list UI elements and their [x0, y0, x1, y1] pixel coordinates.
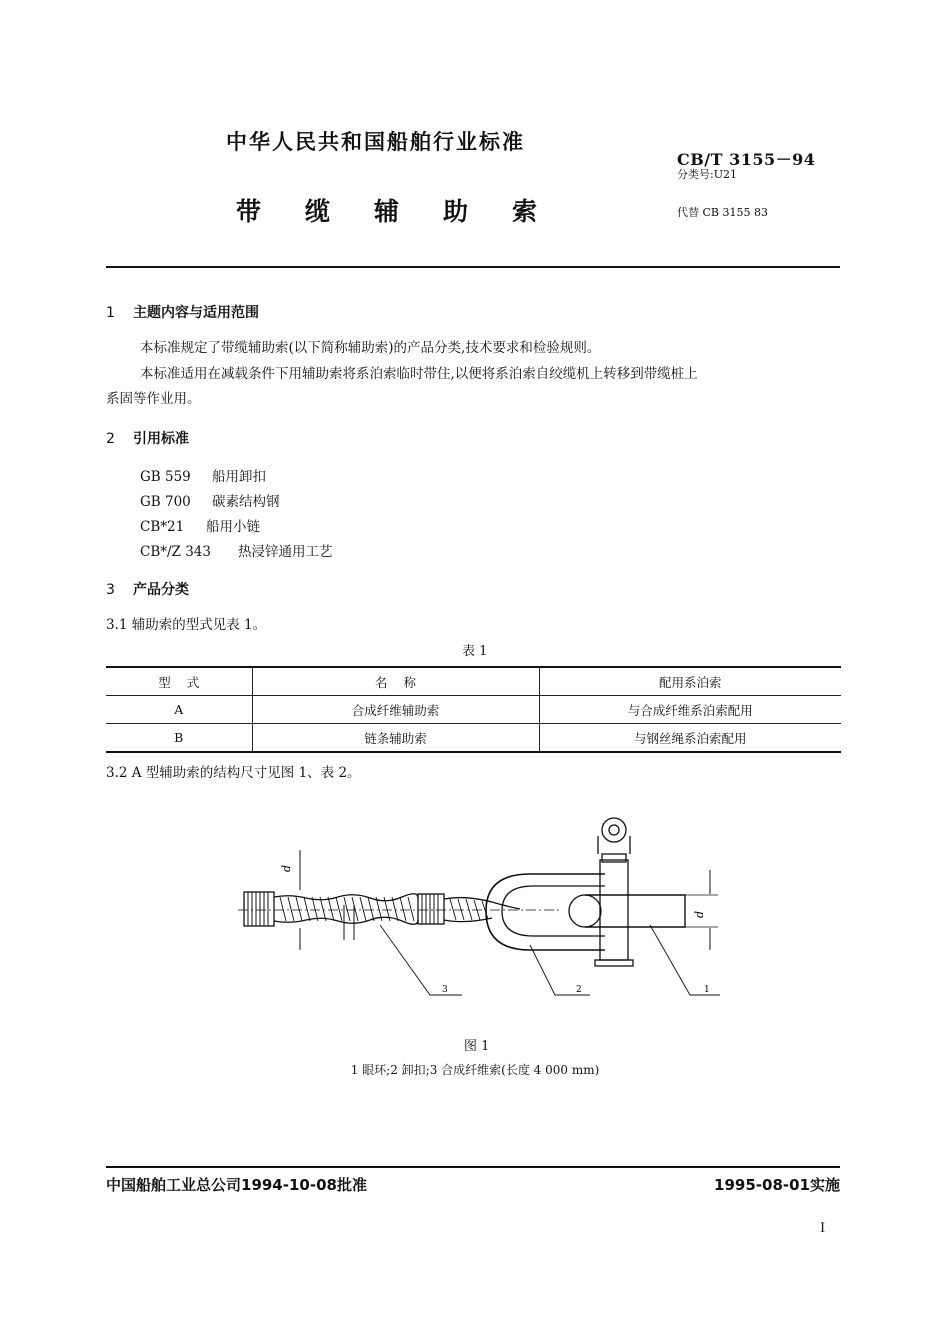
reference-name: 船用小链 [206, 519, 260, 535]
footer-rule [106, 1166, 840, 1168]
table-header-row [106, 667, 841, 696]
column-header: 型 式 [106, 667, 252, 696]
dimension-label-left: d [280, 864, 293, 872]
table-cell: A [106, 696, 252, 724]
table-cell: B [106, 724, 252, 753]
subsection-3-2: 3.2 A 型辅助索的结构尺寸见图 1、表 2。 [106, 765, 361, 781]
figure-1-drawing [230, 810, 730, 1005]
section-number: 2 [106, 431, 115, 447]
paragraph-continued: 系固等作业用。 [106, 391, 201, 407]
paragraph: 本标准适用在减载条件下用辅助索将系泊索临时带住,以便将系泊索自绞缆机上转移到带缆桩上 [140, 366, 698, 382]
reference-code: CB*21 [140, 519, 185, 535]
reference-item [140, 490, 280, 510]
section-number: 3 [106, 582, 115, 598]
section-title: 引用标准 [133, 431, 189, 447]
reference-name: 船用卸扣 [212, 469, 266, 485]
approval-date: 中国船舶工业总公司1994-10-08批准 [106, 1176, 367, 1194]
table-cell: 链条辅助索 [252, 724, 539, 753]
table-row [106, 696, 841, 724]
reference-item [140, 515, 260, 535]
standard-code: CB/T 3155－94 [677, 150, 816, 169]
org-title: 中华人民共和国船舶行业标准 [226, 130, 525, 154]
figure-legend: 1 眼环;2 卸扣;3 合成纤维索(长度 4 000 mm) [350, 1063, 600, 1077]
shackle-pin-eye [602, 818, 626, 842]
document-title: 带缆辅助索 [236, 197, 582, 226]
subsection-3-1: 3.1 辅助索的型式见表 1。 [106, 617, 267, 633]
section-number: 1 [106, 305, 115, 321]
table-1 [106, 666, 841, 753]
reference-code: GB 559 [140, 469, 191, 485]
column-header: 名 称 [252, 667, 539, 696]
section-1-heading [106, 302, 259, 322]
reference-code: CB*/Z 343 [140, 544, 211, 560]
header-rule [106, 266, 840, 268]
reference-item [140, 465, 266, 485]
table-row [106, 724, 841, 753]
callout-2: 2 [576, 985, 582, 995]
section-title: 主题内容与适用范围 [133, 305, 259, 321]
implementation-date: 1995-08-01实施 [714, 1176, 840, 1194]
section-2-heading [106, 428, 189, 448]
eye-ring [569, 895, 601, 927]
callout-1: 1 [704, 985, 710, 995]
reference-name: 碳素结构钢 [212, 494, 280, 510]
section-3-heading [106, 579, 189, 599]
table-cell: 与钢丝绳系泊索配用 [539, 724, 841, 753]
column-header: 配用系泊索 [539, 667, 841, 696]
table-cell: 与合成纤维系泊索配用 [539, 696, 841, 724]
callout-3: 3 [442, 985, 448, 995]
replaces-standard: 代替 CB 3155 83 [677, 206, 768, 219]
section-title: 产品分类 [133, 582, 189, 598]
table-cell: 合成纤维辅助索 [252, 696, 539, 724]
table-caption: 表 1 [462, 644, 488, 659]
paragraph: 本标准规定了带缆辅助索(以下简称辅助索)的产品分类,技术要求和检验规则。 [140, 340, 601, 356]
dimension-label-right: d [693, 910, 706, 918]
classification-number: 分类号:U21 [677, 168, 737, 181]
reference-name: 热浸锌通用工艺 [238, 544, 333, 560]
figure-caption: 图 1 [464, 1039, 490, 1054]
reference-code: GB 700 [140, 494, 191, 510]
reference-item [140, 540, 333, 560]
page-number: I [820, 1221, 826, 1236]
